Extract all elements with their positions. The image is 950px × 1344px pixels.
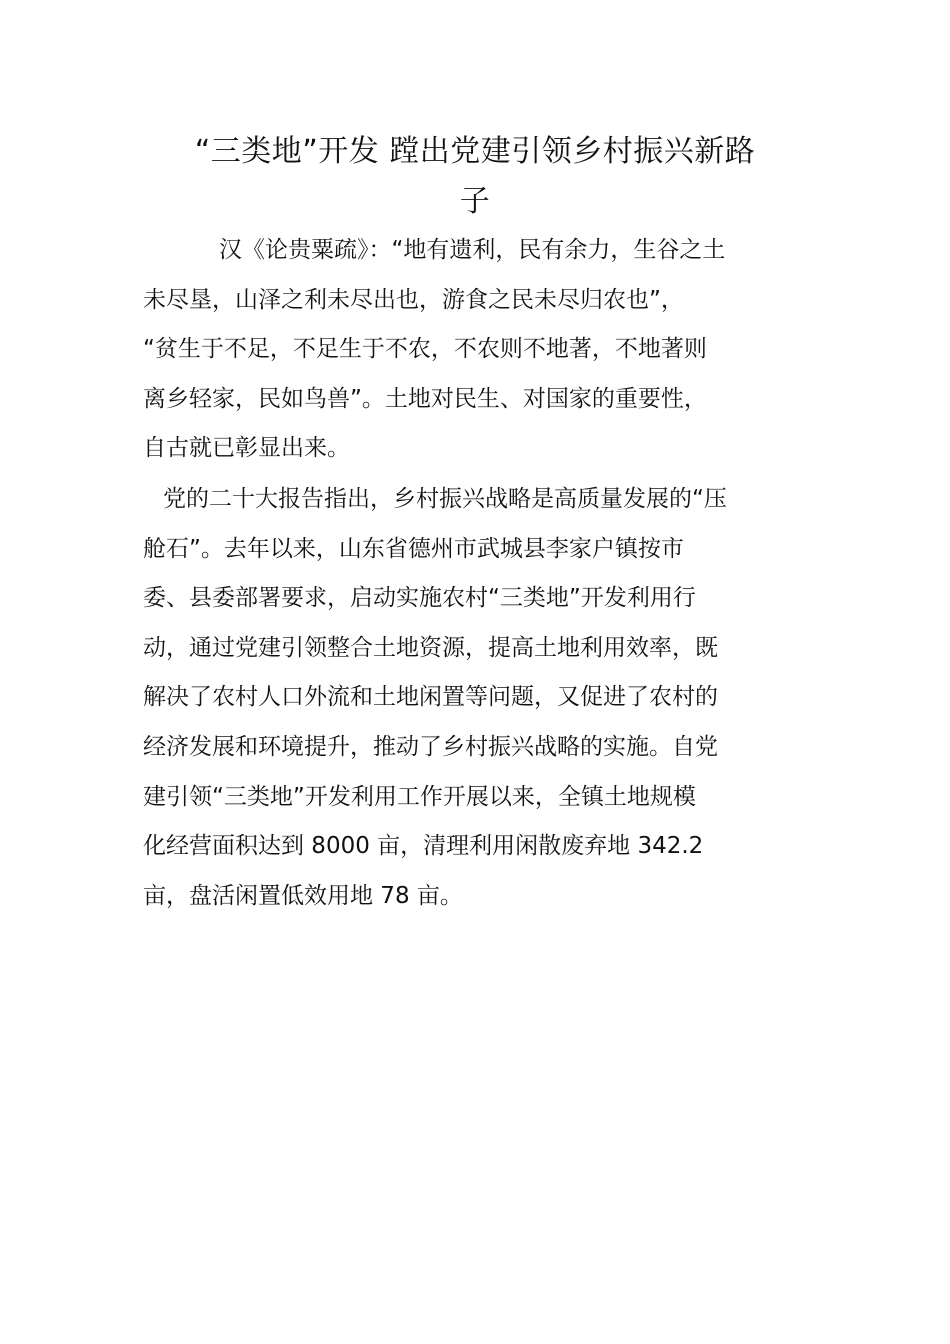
paragraph-line: 动，通过党建引领整合土地资源，提高土地利用效率，既 [143,634,718,661]
title-line: “三类地”开发 蹚出党建引领乡村振兴新路 [194,134,756,169]
paragraph-line: 委、县委部署要求，启动实施农村“三类地”开发利用行 [143,585,696,612]
paragraph-line: “贫生于不足，不足生于不农，不农则不地著，不地著则 [143,336,707,363]
paragraph-2 [143,475,807,921]
paragraph-line: 汉《论贵粟疏》：“地有遗利，民有余力，生谷之土 [219,237,726,263]
paragraph-1 [143,226,807,474]
paragraph-line: 舱石”。去年以来，山东省德州市武城县李家户镇按市 [143,535,684,562]
paragraph-line: 解决了农村人口外流和土地闲置等问题，又促进了农村的 [143,684,718,711]
paragraph-line: 未尽垦，山泽之利未尽出也，游食之民未尽归农也”， [143,286,684,313]
paragraph-line: 建引领“三类地”开发利用工作开展以来，全镇土地规模 [143,783,696,810]
title-line: 子 [459,183,491,219]
paragraph-line: 化经营面积达到 8000 亩，清理利用闲散废弃地 342.2 [143,833,704,860]
paragraph-line: 离乡轻家，民如鸟兽”。土地对民生、对国家的重要性， [143,385,707,412]
paragraph-line: 亩，盘活闲置低效用地 78 亩。 [143,882,463,909]
document-title [140,128,810,227]
paragraph-line: 党的二十大报告指出，乡村振兴战略是高质量发展的“压 [163,486,727,512]
paragraph-line: 经济发展和环境提升，推动了乡村振兴战略的实施。自党 [143,733,718,760]
paragraph-line: 自古就已彰显出来。 [143,435,350,462]
